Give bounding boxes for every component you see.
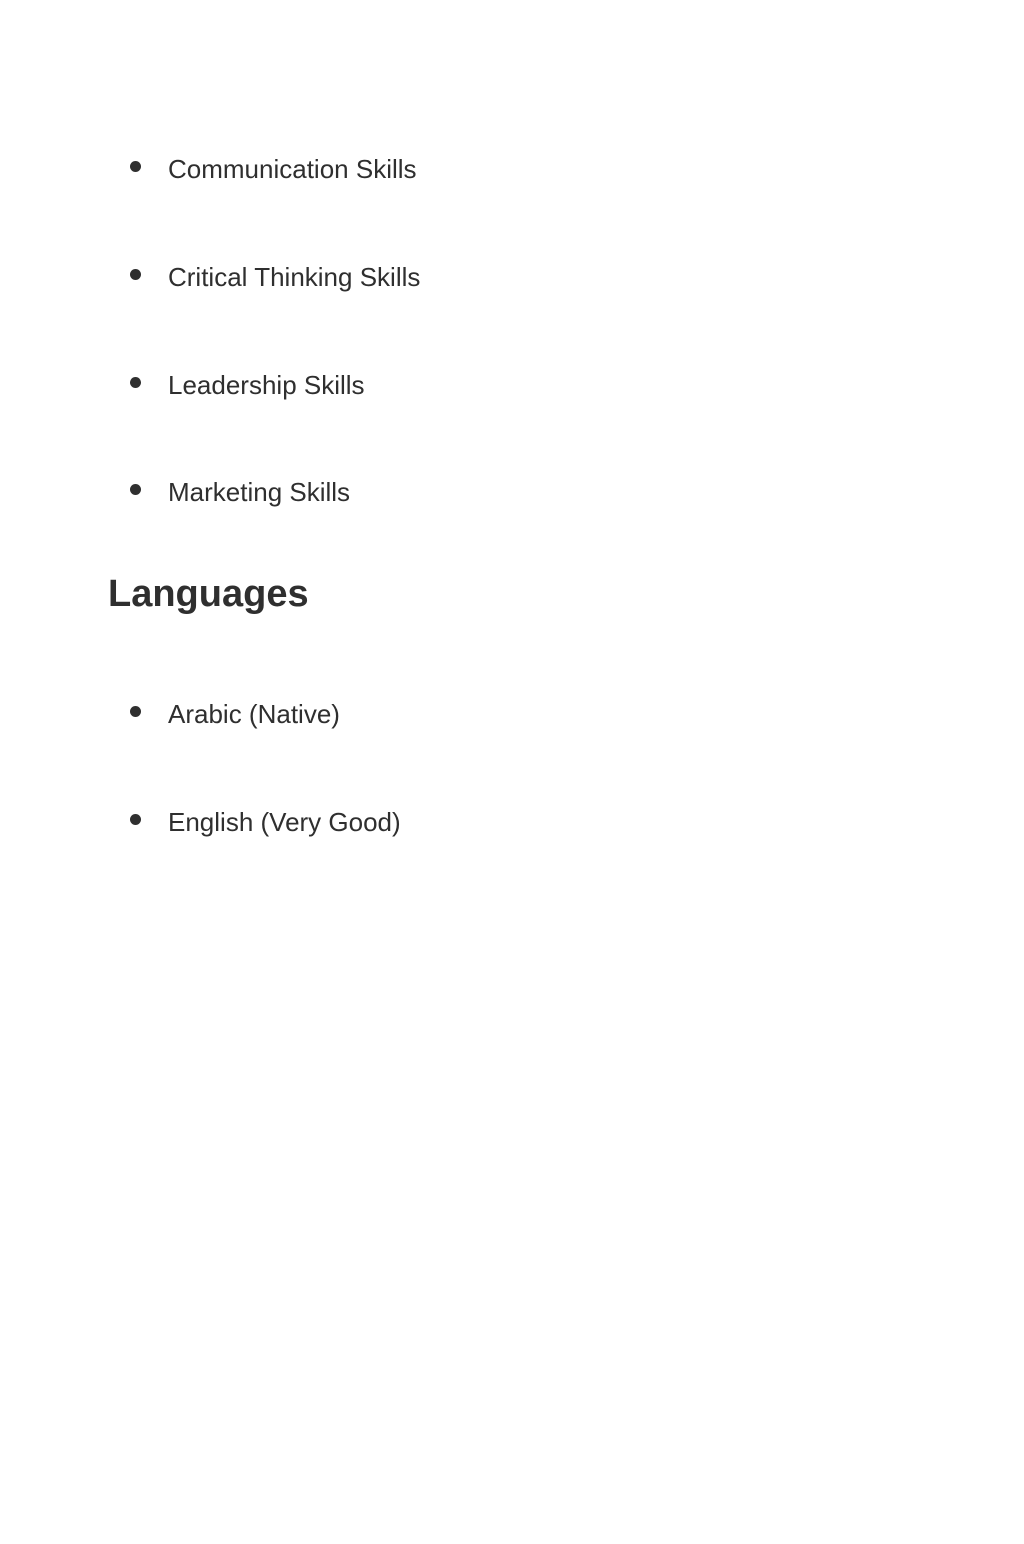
languages-heading: Languages: [108, 573, 309, 615]
skill-list-item: [130, 476, 350, 508]
skill-label: Communication Skills: [168, 154, 417, 184]
skill-label: Critical Thinking Skills: [168, 262, 421, 292]
bullet-icon: [130, 484, 141, 495]
skill-list-item: [130, 369, 365, 401]
bullet-icon: [130, 377, 141, 388]
language-list-item: [130, 698, 340, 730]
skill-list-item: [130, 261, 420, 293]
bullet-icon: [130, 814, 141, 825]
language-label: Arabic (Native): [168, 699, 340, 729]
language-label: English (Very Good): [168, 807, 401, 837]
skill-label: Leadership Skills: [168, 370, 365, 400]
bullet-icon: [130, 706, 141, 717]
language-list-item: [130, 806, 401, 838]
skill-label: Marketing Skills: [168, 477, 351, 507]
bullet-icon: [130, 269, 141, 280]
bullet-icon: [130, 161, 141, 172]
skill-list-item: [130, 153, 417, 185]
